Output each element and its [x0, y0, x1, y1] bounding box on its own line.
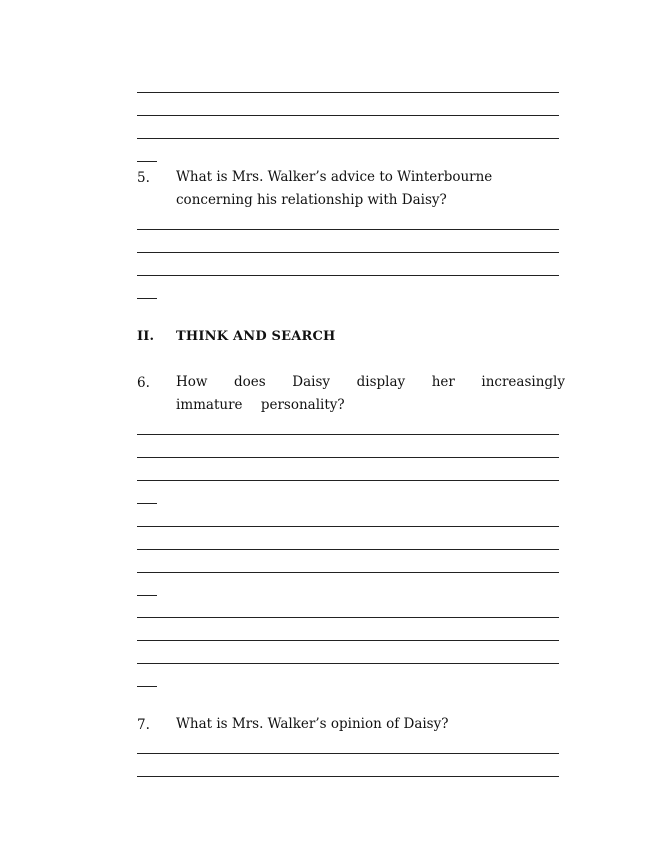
answer-line[interactable] [137, 252, 559, 253]
answer-line-stub[interactable] [137, 161, 157, 162]
answer-line[interactable] [137, 138, 559, 139]
answer-line[interactable] [137, 92, 559, 93]
question-5-text: What is Mrs. Walker’s advice to Winterbourne concerning his relationship with Daisy? [176, 169, 493, 208]
answer-line[interactable] [137, 640, 559, 641]
answer-line[interactable] [137, 275, 559, 276]
answer-line[interactable] [137, 457, 559, 458]
question-6-text: How does Daisy display her increasingly immature personality? [176, 374, 565, 413]
answer-line[interactable] [137, 526, 559, 527]
question-6-number: 6. [137, 375, 150, 391]
section-numeral: II. [137, 329, 155, 344]
answer-line[interactable] [137, 480, 559, 481]
answer-line-stub[interactable] [137, 686, 157, 687]
answer-line[interactable] [137, 572, 559, 573]
question-7-number: 7. [137, 717, 150, 733]
answer-line[interactable] [137, 617, 559, 618]
answer-line[interactable] [137, 229, 559, 230]
answer-line[interactable] [137, 776, 559, 777]
answer-line-stub[interactable] [137, 595, 157, 596]
answer-line[interactable] [137, 434, 559, 435]
answer-line-stub[interactable] [137, 298, 157, 299]
question-5-number: 5. [137, 170, 150, 186]
answer-line[interactable] [137, 663, 559, 664]
answer-line[interactable] [137, 753, 559, 754]
answer-line[interactable] [137, 549, 559, 550]
section-title: THINK AND SEARCH [176, 329, 336, 344]
answer-line-stub[interactable] [137, 503, 157, 504]
question-7-text: What is Mrs. Walker’s opinion of Daisy? [176, 716, 449, 732]
answer-line[interactable] [137, 115, 559, 116]
